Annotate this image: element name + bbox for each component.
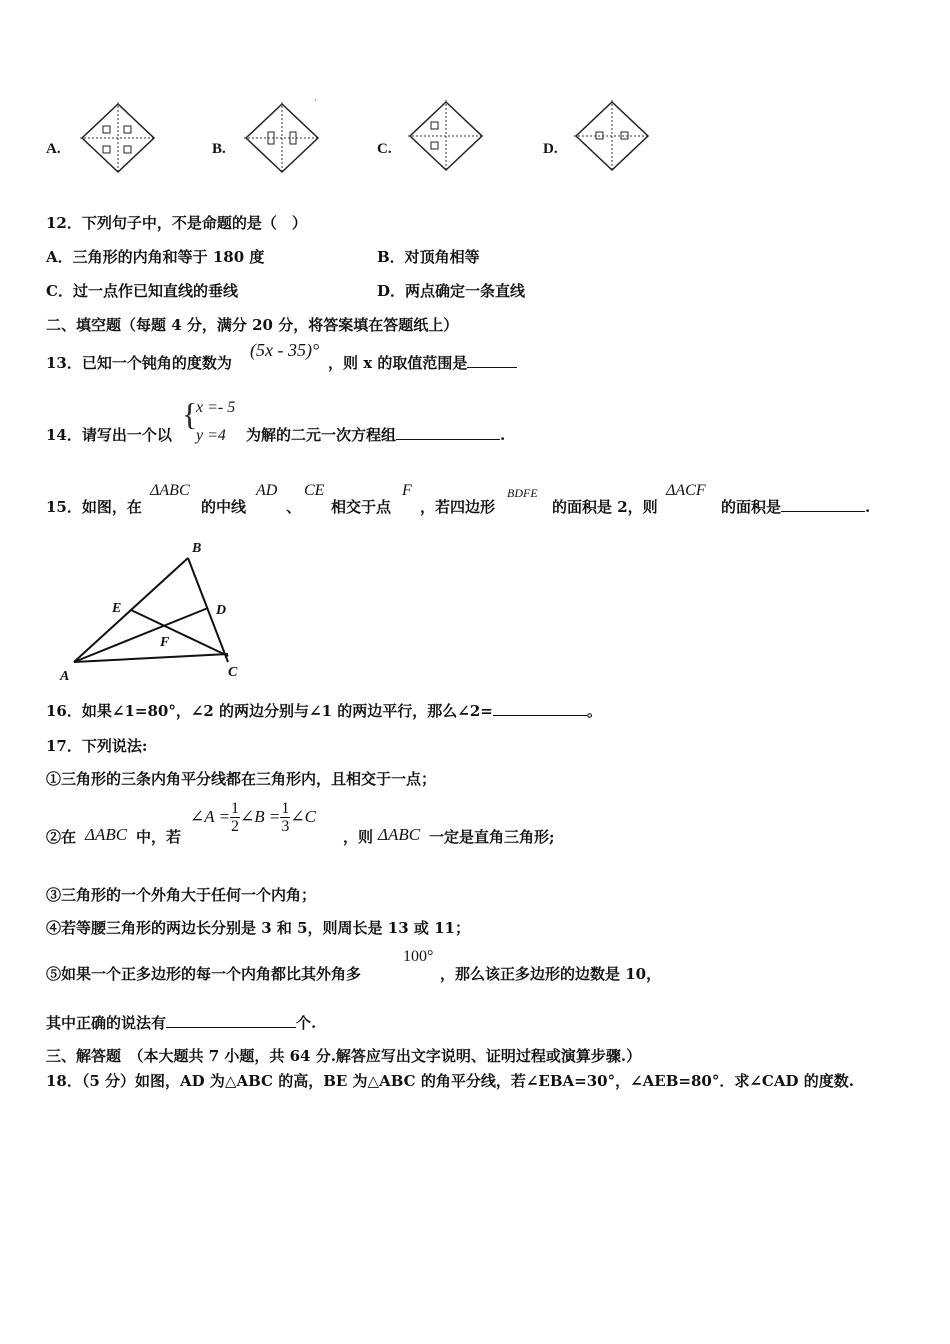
q15-text-7 xyxy=(721,496,870,517)
q15-text-4: 相交于点 xyxy=(331,498,392,516)
q17-angle-equation xyxy=(190,800,316,835)
q17-statement-5-degree: 100° xyxy=(403,948,434,965)
q14-end: . xyxy=(500,426,506,444)
q15-triangle-acf: ΔACF xyxy=(666,482,706,499)
q16-answer-blank[interactable] xyxy=(493,701,587,716)
option-a-figure xyxy=(76,100,160,176)
q17-stem: 17．下列说法: xyxy=(46,737,148,755)
q12-option-a: A．三角形的内角和等于 180 度 xyxy=(46,248,265,266)
q17-statement-2-triangle-2: ΔABC xyxy=(378,825,421,844)
q17-statement-5-post: ，那么该正多边形的边数是 10， xyxy=(440,965,662,983)
q12-option-d: D．两点确定一条直线 xyxy=(377,282,526,300)
q15-median-ad: AD xyxy=(256,482,278,499)
q15-triangle-abc: ΔABC xyxy=(150,482,190,499)
option-c-label: C. xyxy=(377,141,392,157)
dot-mark: · xyxy=(314,96,317,105)
q17-fraction-third xyxy=(280,800,290,835)
section-2-title: 二、填空题（每题 4 分，满分 20 分，将答案填在答题纸上） xyxy=(46,316,459,334)
q14-prefix: 14．请写出一个以 xyxy=(46,426,172,444)
label-e: E xyxy=(112,601,122,616)
section-3-title: 三、解答题 （本大题共 7 小题，共 64 分.解答应写出文字说明、证明过程或演算步骤.） xyxy=(46,1047,642,1065)
q16-text: 16．如果∠1=80°，∠2 的两边分别与∠1 的两边平行，那么∠2= xyxy=(46,702,493,720)
q15-answer-blank[interactable] xyxy=(781,497,865,512)
q16 xyxy=(46,700,602,721)
q17-statement-3: ③三角形的一个外角大于任何一个内角； xyxy=(46,886,317,904)
q15-triangle-figure xyxy=(56,536,256,684)
q15-quad-bdfe: BDFE xyxy=(507,486,538,500)
q14-equation-1: x =- 5 xyxy=(196,399,236,416)
q13-suffix xyxy=(328,352,517,373)
label-c: C xyxy=(228,665,238,680)
q17-fraction-third-den: 3 xyxy=(281,818,290,835)
q17-angle-a: ∠A = xyxy=(190,807,231,826)
q14-brace: { xyxy=(182,396,198,432)
q16-end: 。 xyxy=(586,702,602,720)
option-b-figure xyxy=(240,100,324,176)
q17-fraction-half xyxy=(230,800,240,835)
q17-statement-5-pre: ⑤如果一个正多边形的每一个内角都比其外角多 xyxy=(46,965,362,983)
q17-fraction-half-num: 1 xyxy=(231,800,240,817)
q17-statement-2-triangle: ΔABC xyxy=(85,825,128,844)
q14-suffix xyxy=(246,424,505,445)
q13-answer-blank[interactable] xyxy=(467,353,517,368)
q12-option-b: B．对顶角相等 xyxy=(377,248,480,266)
q15-text-7-label: 的面积是 xyxy=(721,498,782,516)
q17-fraction-half-den: 2 xyxy=(231,818,240,835)
q13-prefix: 13．已知一个钝角的度数为 xyxy=(46,354,232,372)
q17-answer-blank[interactable] xyxy=(166,1013,296,1028)
q17-conclusion-end: 个. xyxy=(296,1014,317,1032)
q14-answer-blank[interactable] xyxy=(396,425,500,440)
q15-text-3: 、 xyxy=(286,498,302,516)
option-c-figure xyxy=(404,98,488,174)
q15-text-2: 的中线 xyxy=(201,498,247,516)
q15-end: . xyxy=(865,498,871,516)
q17-statement-2-pre: ②在 xyxy=(46,828,77,846)
label-f: F xyxy=(160,635,170,650)
q14-equation-2: y =4 xyxy=(196,427,226,444)
q17-statement-1: ①三角形的三条内角平分线都在三角形内，且相交于一点； xyxy=(46,770,437,788)
label-b: B xyxy=(192,541,202,556)
q15-point-f: F xyxy=(402,482,412,499)
q17-angle-b: ∠B = xyxy=(240,807,281,826)
q18-text: 18．（5 分）如图，AD 为△ABC 的高，BE 为△ABC 的角平分线，若∠EBA=30°，∠AEB=80°．求∠CAD 的度数. xyxy=(46,1072,854,1090)
option-a-label: A. xyxy=(46,141,61,157)
q12-option-c: C．过一点作已知直线的垂线 xyxy=(46,282,238,300)
option-d-label: D. xyxy=(543,141,558,157)
q15-median-ce: CE xyxy=(304,482,325,499)
q15-text-1: 15．如图，在 xyxy=(46,498,142,516)
q17-conclusion-text: 其中正确的说法有 xyxy=(46,1014,167,1032)
q17-statement-2-post2: 一定是直角三角形; xyxy=(429,828,555,846)
q15-text-6: 的面积是 2，则 xyxy=(552,498,658,516)
q17-statement-4: ④若等腰三角形的两边长分别是 3 和 5，则周长是 13 或 11； xyxy=(46,919,470,937)
option-b-label: B. xyxy=(212,141,226,157)
q17-fraction-third-num: 1 xyxy=(281,800,290,817)
q12-stem: 12．下列句子中，不是命题的是（ ） xyxy=(46,214,307,232)
q13-suffix-text: ，则 x 的取值范围是 xyxy=(328,354,468,372)
q14-suffix-text: 为解的二元一次方程组 xyxy=(246,426,397,444)
q17-statement-2-mid: 中，若 xyxy=(136,828,182,846)
q13-expression: (5x - 35)° xyxy=(250,340,320,360)
label-d: D xyxy=(216,603,227,618)
label-a: A xyxy=(60,669,70,684)
option-d-figure xyxy=(570,98,654,174)
q17-conclusion xyxy=(46,1012,316,1033)
q17-angle-c: ∠C xyxy=(290,807,316,826)
q17-statement-2-post1: ，则 xyxy=(343,828,374,846)
q15-text-5: ，若四边形 xyxy=(420,498,496,516)
